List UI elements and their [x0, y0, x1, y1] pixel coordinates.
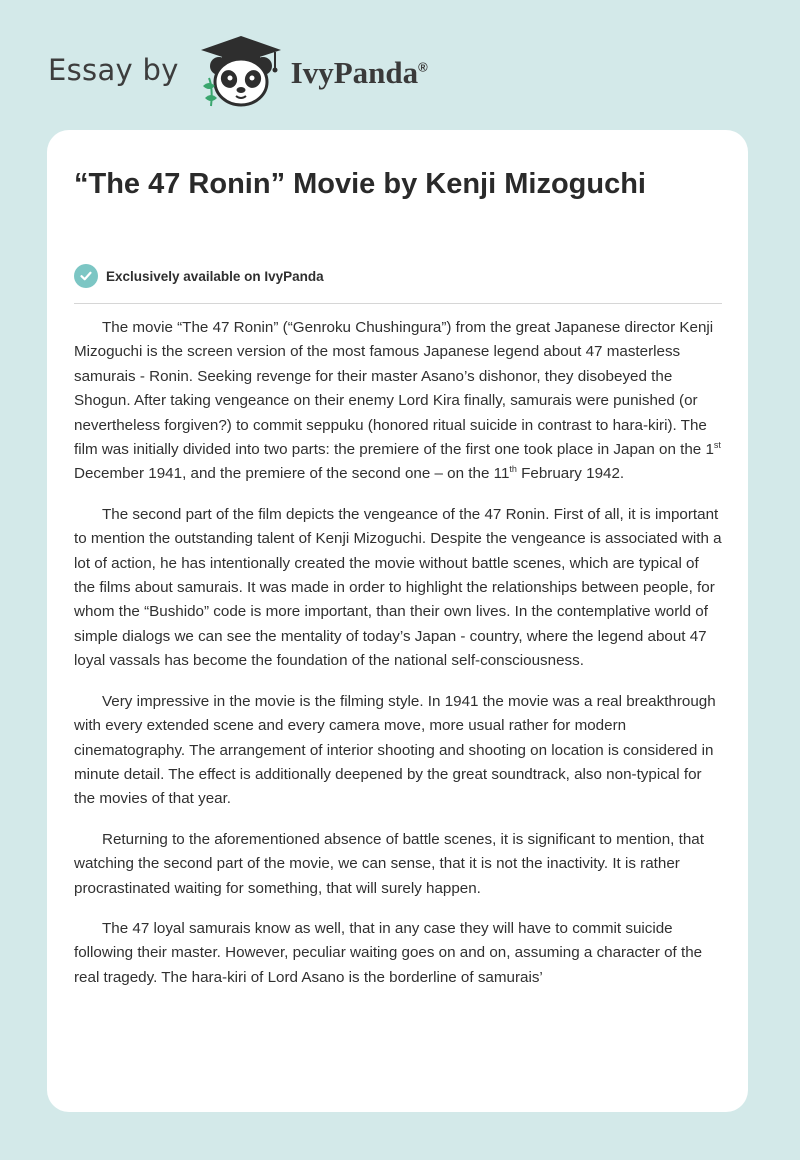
essay-card — [47, 130, 748, 1112]
site-header — [48, 30, 428, 110]
paragraph-5: The 47 loyal samurais know as well, that in any case they will have to commit suicide following their master. However, peculiar waiting goes on and on, assuming a character of the real tragedy. The hara-kiri of Lord Asano is the borderline of samurais’ — [74, 919, 703, 986]
check-circle-icon — [74, 264, 98, 288]
registered-mark: ® — [418, 59, 428, 75]
exclusive-badge — [74, 264, 324, 288]
essay-by-label: Essay by — [48, 53, 179, 87]
essay-body — [74, 316, 724, 1006]
paragraph-4: Returning to the aforementioned absence of battle scenes, it is significant to mention, that watching the second part of the movie, we can sense, that it is not the inactivity. It is rather procrastinated waiting for something, that will surely happen. — [74, 830, 704, 897]
paragraph-2: The second part of the film depicts the vengeance of the 47 Ronin. First of all, it is important to mention the outstanding talent of Kenji Mizoguchi. Despite the vengeance is associated with a lot of action, he has intentionally created the movie without battle scenes, which are typical of the films about samurais. It was made in order to highlight the relationships between people, for whom the “Bushido” code is more important, than their own lives. In the contemplative world of simple dialogs we can see the mentality of today’s Japan - country, where the legend about 47 loyal vassals has become the foundation of the national self-consciousness. — [74, 505, 722, 670]
page-title: “The 47 Ronin” Movie by Kenji Mizoguchi — [74, 168, 646, 200]
paragraph-3: Very impressive in the movie is the filming style. In 1941 the movie was a real breakthrough with every extended scene and every camera move, more usual rather for modern cinematography. The arrangement of interior shooting and shooting on location is considered in minute detail. The effect is additionally deepened by the great soundtrack, also non-typical for the movies of that year. — [74, 692, 716, 808]
panda-graduate-icon[interactable] — [195, 30, 287, 110]
divider — [74, 303, 722, 304]
brand-name[interactable]: IvyPanda® — [290, 55, 428, 90]
paragraph-1: The movie “The 47 Ronin” (“Genroku Chushingura”) from the great Japanese director Kenji Mizoguchi is the screen version of the most famous Japanese legend about 47 masterless samurais - Ronin. Seeking revenge for their master Asano’s dishonor, they disobeyed the Shogun. After taking vengeance on their enemy Lord Kira finally, samurais were punished (or nevertheless forgiven?) to commit seppuku (honored ritual suicide in contrast to hara-kiri). The film was initially divided into two parts: the premiere of the first one took place in Japan on the 1st December 1941, and the premiere of the second one – on the 11th February 1942. — [74, 319, 721, 483]
exclusive-badge-label: Exclusively available on IvyPanda — [106, 268, 324, 284]
